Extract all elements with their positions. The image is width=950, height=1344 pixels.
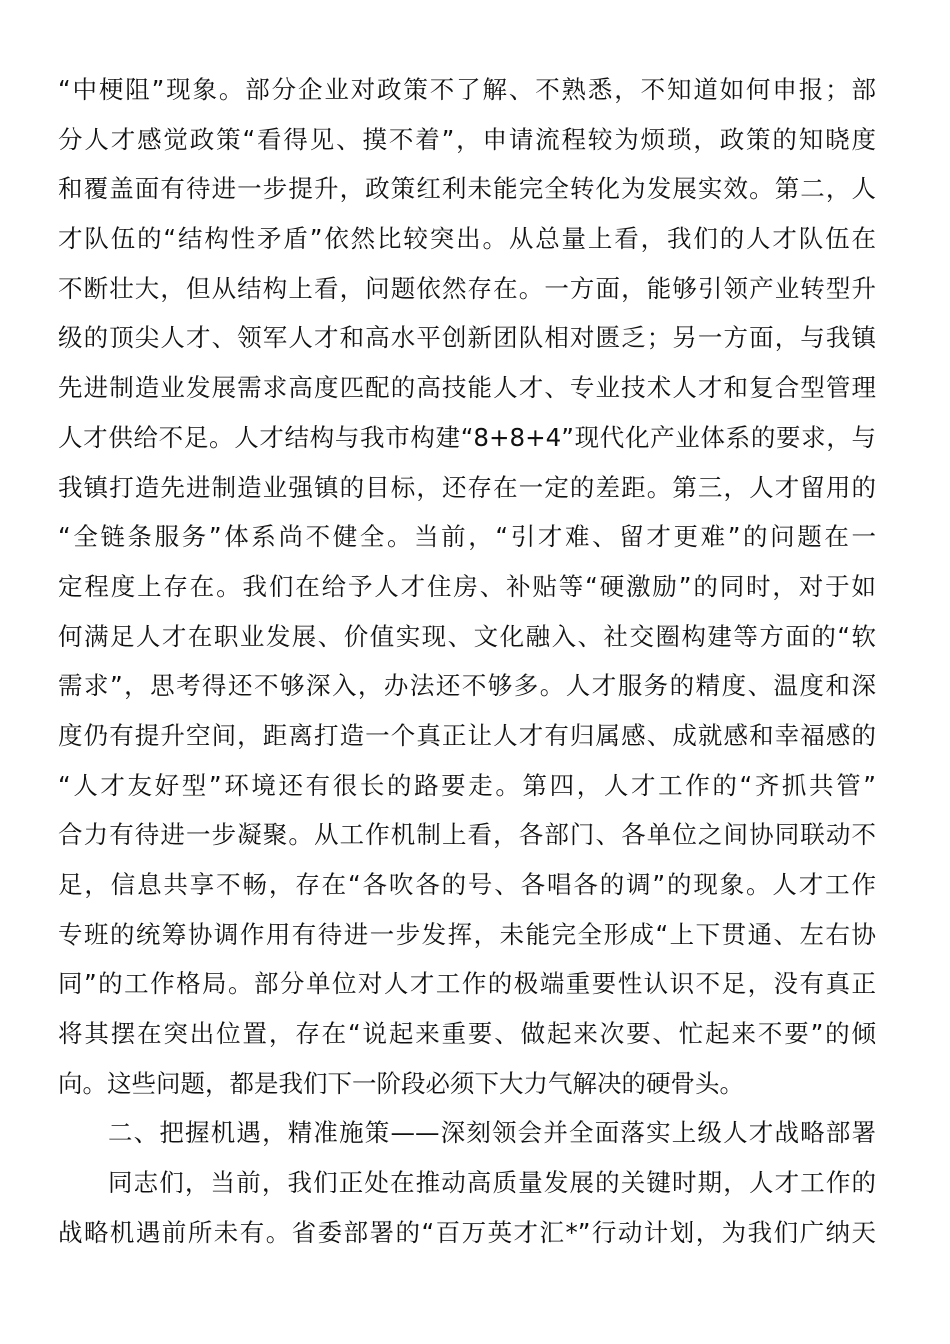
text-line: 不断壮大，但从结构上看，问题依然存在。一方面，能够引领产业转型升	[58, 273, 876, 303]
text-line: 人才供给不足。人才结构与我市构建“8+8+4”现代化产业体系的要求，与	[58, 422, 876, 452]
text-line: 定程度上存在。我们在给予人才住房、补贴等“硬激励”的同时，对于如	[58, 571, 876, 601]
text-line: 度仍有提升空间，距离打造一个真正让人才有归属感、成就感和幸福感的	[58, 720, 876, 750]
text-line: 同志们，当前，我们正处在推动高质量发展的关键时期，人才工作的	[108, 1168, 876, 1198]
text-line: 将其摆在突出位置，存在“说起来重要、做起来次要、忙起来不要”的倾	[58, 1019, 876, 1049]
text-line: 和覆盖面有待进一步提升，政策红利未能完全转化为发展实效。第二，人	[58, 174, 876, 204]
text-line: 同”的工作格局。部分单位对人才工作的极端重要性认识不足，没有真正	[58, 969, 876, 999]
text-line: “人才友好型”环境还有很长的路要走。第四，人才工作的“齐抓共管”	[58, 770, 876, 800]
text-line: 分人才感觉政策“看得见、摸不着”，申请流程较为烦琐，政策的知晓度	[58, 124, 876, 154]
text-line: “全链条服务”体系尚不健全。当前，“引才难、留才更难”的问题在一	[58, 522, 876, 552]
document-page	[58, 71, 876, 1264]
text-line: 我镇打造先进制造业强镇的目标，还存在一定的差距。第三，人才留用的	[58, 472, 876, 502]
text-line: 级的顶尖人才、领军人才和高水平创新团队相对匮乏；另一方面，与我镇	[58, 323, 876, 353]
text-line: 战略机遇前所未有。省委部署的“百万英才汇*”行动计划，为我们广纳天	[58, 1217, 876, 1247]
text-line: “中梗阻”现象。部分企业对政策不了解、不熟悉，不知道如何申报；部	[58, 75, 876, 104]
text-line: 何满足人才在职业发展、价值实现、文化融入、社交圈构建等方面的“软	[58, 621, 876, 651]
paragraph-last-line: 向。这些问题，都是我们下一阶段必须下大力气解决的硬骨头。	[58, 1068, 744, 1098]
text-line: 才队伍的“结构性矛盾”依然比较突出。从总量上看，我们的人才队伍在	[58, 224, 876, 254]
text-line: 足，信息共享不畅，存在“各吹各的号、各唱各的调”的现象。人才工作	[58, 870, 876, 899]
text-line: 先进制造业发展需求高度匹配的高技能人才、专业技术人才和复合型管理	[58, 373, 876, 403]
text-line: 需求”，思考得还不够深入，办法还不够多。人才服务的精度、温度和深	[58, 671, 876, 701]
section-heading: 二、把握机遇，精准施策——深刻领会并全面落实上级人才战略部署	[108, 1118, 876, 1148]
text-line: 专班的统筹协调作用有待进一步发挥，未能完全形成“上下贯通、左右协	[58, 919, 876, 949]
text-line: 合力有待进一步凝聚。从工作机制上看，各部门、各单位之间协同联动不	[58, 820, 876, 850]
